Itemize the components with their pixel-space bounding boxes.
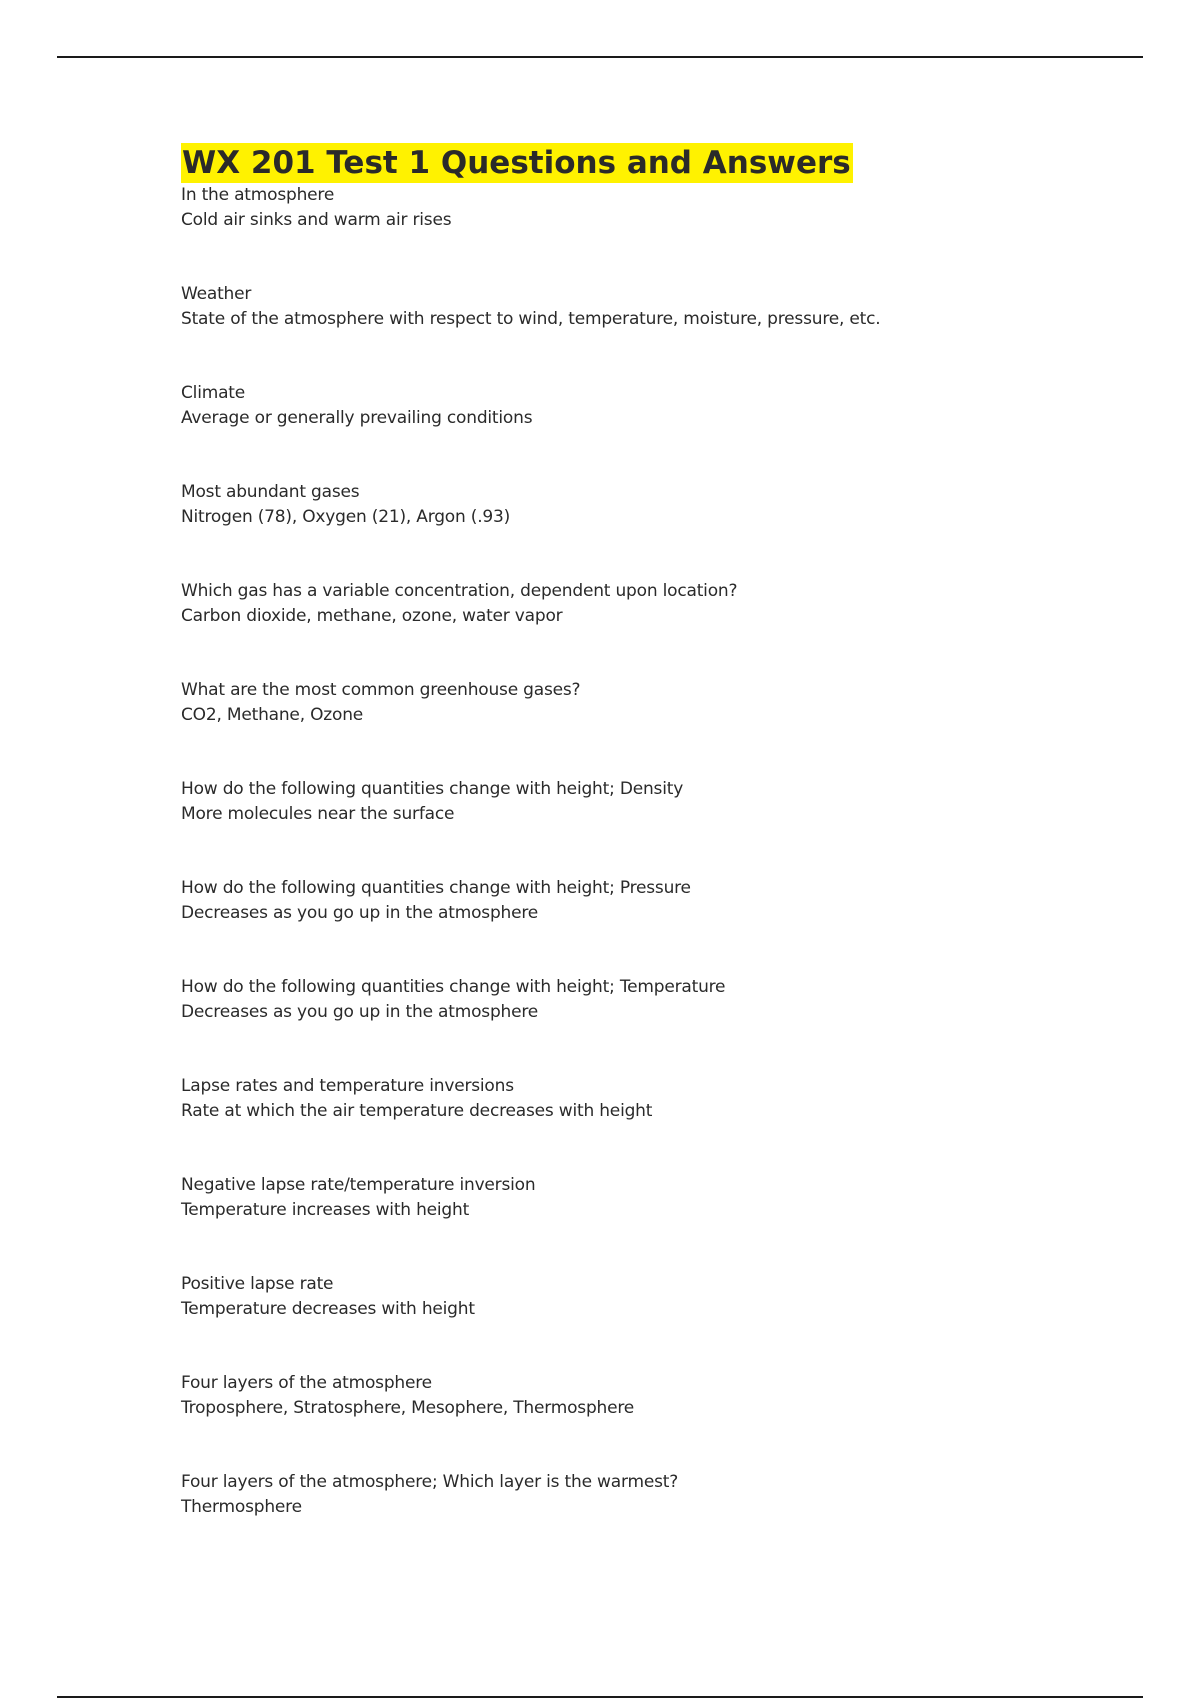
qa-item <box>181 1173 1081 1223</box>
question-text: Weather <box>181 284 252 304</box>
qa-item <box>181 183 1081 233</box>
qa-item <box>181 579 1081 629</box>
answer-text: Cold air sinks and warm air rises <box>181 210 452 230</box>
qa-item <box>181 1272 1081 1322</box>
question-text: Lapse rates and temperature inversions <box>181 1076 514 1096</box>
question-text: Which gas has a variable concentration, dependent upon location? <box>181 581 738 601</box>
question-text: Positive lapse rate <box>181 1274 334 1294</box>
qa-item <box>181 876 1081 926</box>
qa-item <box>181 777 1081 827</box>
question-text: How do the following quantities change with height; Temperature <box>181 977 726 997</box>
document-body <box>181 143 1081 1569</box>
document-title: WX 201 Test 1 Questions and Answers <box>182 145 851 181</box>
answer-text: More molecules near the surface <box>181 804 455 824</box>
question-text: Most abundant gases <box>181 482 360 502</box>
qa-item <box>181 381 1081 431</box>
answer-text: Decreases as you go up in the atmosphere <box>181 903 539 923</box>
qa-item <box>181 282 1081 332</box>
answer-text: Decreases as you go up in the atmosphere <box>181 1002 539 1022</box>
qa-item <box>181 1371 1081 1421</box>
question-text: In the atmosphere <box>181 185 335 205</box>
question-text: Climate <box>181 383 246 403</box>
header-rule <box>57 56 1143 58</box>
question-text: How do the following quantities change with height; Density <box>181 779 684 799</box>
question-text: How do the following quantities change with height; Pressure <box>181 878 691 898</box>
qa-item <box>181 678 1081 728</box>
qa-item <box>181 975 1081 1025</box>
answer-text: Nitrogen (78), Oxygen (21), Argon (.93) <box>181 507 511 527</box>
answer-text: Troposphere, Stratosphere, Mesophere, Thermosphere <box>181 1398 635 1418</box>
qa-list <box>181 183 1081 1520</box>
answer-text: Temperature increases with height <box>181 1200 470 1220</box>
answer-text: Temperature decreases with height <box>181 1299 475 1319</box>
qa-item <box>181 1470 1081 1520</box>
question-text: Four layers of the atmosphere; Which layer is the warmest? <box>181 1472 679 1492</box>
qa-item <box>181 480 1081 530</box>
question-text: What are the most common greenhouse gases? <box>181 680 581 700</box>
footer-rule <box>57 1696 1143 1698</box>
answer-text: Rate at which the air temperature decreases with height <box>181 1101 653 1121</box>
answer-text: Carbon dioxide, methane, ozone, water vapor <box>181 606 563 626</box>
question-text: Negative lapse rate/temperature inversion <box>181 1175 536 1195</box>
question-text: Four layers of the atmosphere <box>181 1373 432 1393</box>
answer-text: Thermosphere <box>181 1497 302 1517</box>
qa-item <box>181 1074 1081 1124</box>
answer-text: State of the atmosphere with respect to wind, temperature, moisture, pressure, etc. <box>181 309 881 329</box>
answer-text: CO2, Methane, Ozone <box>181 705 364 725</box>
answer-text: Average or generally prevailing conditions <box>181 408 533 428</box>
